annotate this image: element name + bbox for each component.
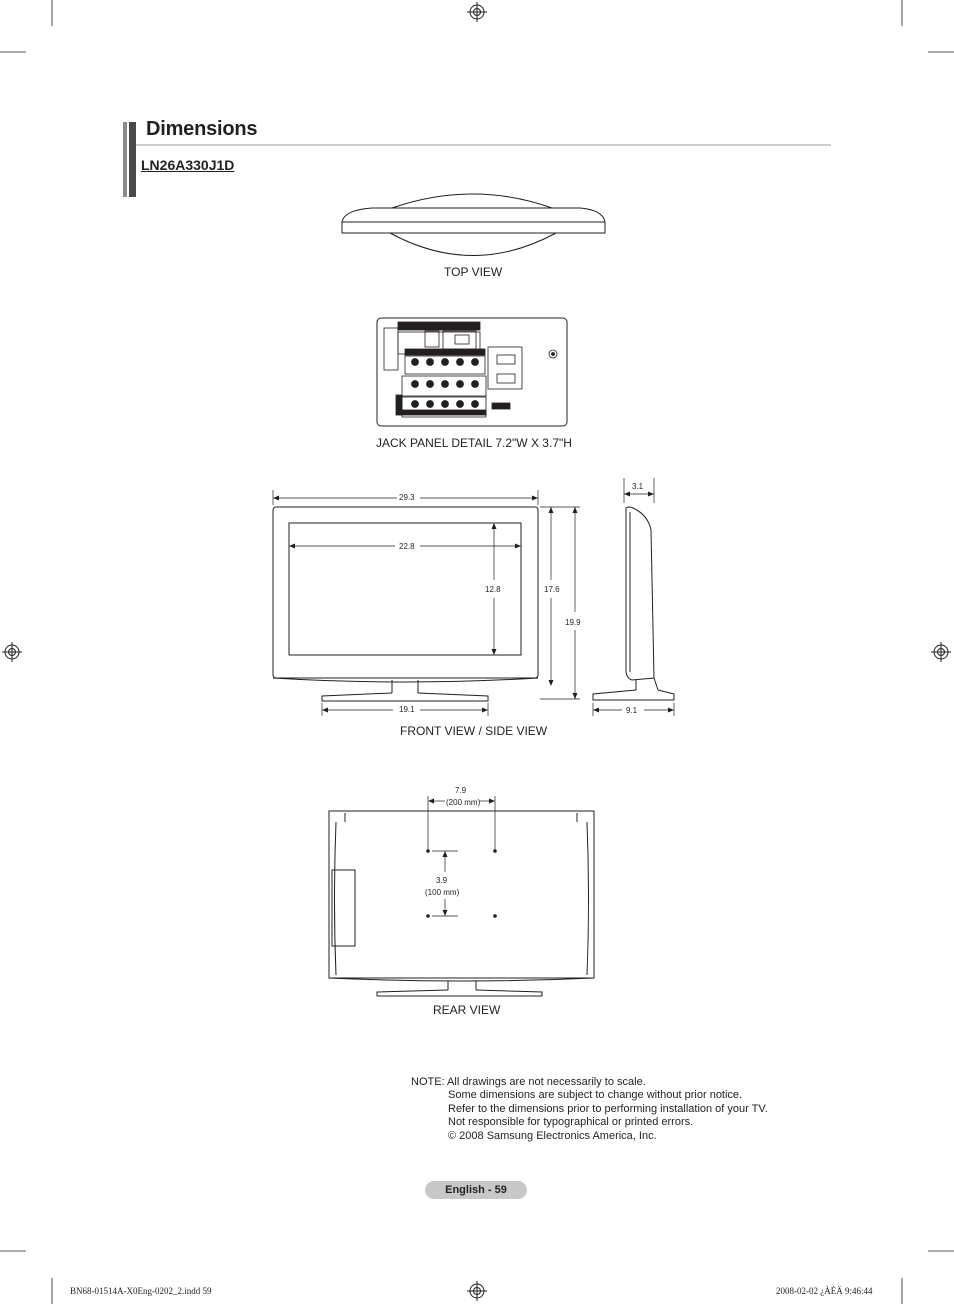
top-view-drawing: [342, 194, 605, 256]
dim-total-height: 19.9: [565, 618, 581, 627]
jack-panel-drawing: [377, 318, 567, 426]
page-number-badge: English - 59: [425, 1181, 527, 1199]
note-line-4: Not responsible for typographical or printed errors.: [448, 1116, 694, 1129]
dim-vesa-width: 7.9: [455, 786, 467, 795]
dim-stand-width: 19.1: [399, 705, 415, 714]
note-line-2: Some dimensions are subject to change without prior notice.: [448, 1089, 743, 1102]
jack-panel-caption: JACK PANEL DETAIL 7.2"W X 3.7"H: [376, 436, 572, 450]
disclaimer-note: [411, 1076, 768, 1143]
dim-depth-top: 3.1: [632, 482, 644, 491]
dim-depth-stand: 9.1: [626, 706, 638, 715]
note-line-1: NOTE: All drawings are not necessarily to scale.: [411, 1076, 646, 1088]
note-line-5: © 2008 Samsung Electronics America, Inc.: [448, 1129, 657, 1142]
dim-screen-height: 12.8: [485, 585, 501, 594]
header-bar-light: [123, 122, 127, 197]
dim-body-height: 17.6: [544, 585, 560, 594]
page-title: Dimensions: [146, 118, 258, 140]
side-arrowheads: [593, 492, 674, 713]
rear-marks: [426, 799, 497, 918]
dim-vesa-height: 3.9: [436, 876, 448, 885]
dim-vesa-height-mm: (100 mm): [425, 888, 460, 897]
note-line-3: Refer to the dimensions prior to performing installation of your TV.: [448, 1102, 768, 1115]
rear-dimension-lines: [428, 796, 495, 916]
front-side-view-caption: FRONT VIEW / SIDE VIEW: [400, 724, 548, 738]
top-view-caption: TOP VIEW: [444, 265, 503, 279]
side-view-drawing: [593, 507, 674, 700]
header-bar-dark: [129, 122, 136, 197]
rear-view-drawing: [329, 811, 594, 996]
front-view-drawing: [273, 507, 538, 701]
file-slug: BN68-01514A-X0Eng-0202_2.indd 59: [70, 1286, 212, 1296]
dim-vesa-width-mm: (200 mm): [446, 798, 481, 807]
date-slug: 2008-02-02 ¿ÀÈÄ 9:46:44: [776, 1286, 873, 1296]
model-number: LN26A330J1D: [141, 157, 235, 173]
rear-view-caption: REAR VIEW: [433, 1003, 501, 1017]
dim-overall-width: 29.3: [399, 493, 415, 502]
dim-screen-width: 22.8: [399, 542, 415, 551]
